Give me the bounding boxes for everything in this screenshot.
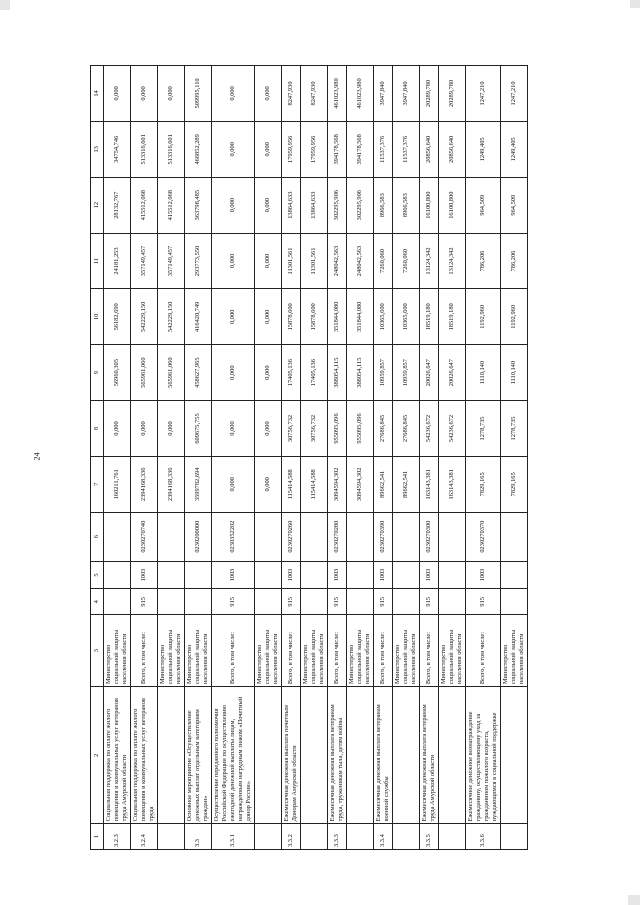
budget-code-cell	[255, 589, 282, 615]
amount-cell: 1247,210	[501, 66, 528, 122]
executor-cell: Министерство социальной защиты населения области	[501, 615, 528, 687]
amount-cell: 0,000	[212, 66, 255, 122]
amount-cell: 13124,342	[420, 233, 439, 289]
amount-cell: 3094594,302	[347, 456, 374, 512]
row-index-cell: 3.3.6	[466, 824, 501, 850]
column-header: 3	[91, 615, 104, 687]
table-row	[104, 66, 131, 850]
amount-cell: 302295,906	[347, 177, 374, 233]
amount-cell: 565961,060	[131, 345, 158, 401]
column-header: 7	[91, 456, 104, 512]
column-header: 6	[91, 512, 104, 561]
row-index-cell: 3.3.3	[328, 824, 347, 850]
budget-code-cell	[301, 512, 328, 561]
amount-cell: 786,206	[501, 233, 528, 289]
amount-cell: 20289,780	[420, 66, 439, 122]
row-index-cell: 3.2.3	[104, 824, 131, 850]
amount-cell: 13864,633	[282, 177, 301, 233]
budget-code-cell	[439, 512, 466, 561]
budget-code-cell: 0230352202	[212, 512, 255, 561]
amount-cell: 955095,096	[328, 401, 347, 457]
amount-cell: 461023,980	[328, 66, 347, 122]
amount-cell: 0,000	[212, 289, 255, 345]
amount-cell: 3947,840	[374, 66, 393, 122]
budget-code-cell: 0230270260	[282, 512, 301, 561]
row-index-cell	[158, 824, 185, 850]
amount-cell: 3947,840	[393, 66, 420, 122]
row-index-cell	[255, 824, 282, 850]
budget-code-cell	[501, 589, 528, 615]
amount-cell: 11301,561	[282, 233, 301, 289]
amount-cell: 0,000	[131, 66, 158, 122]
row-index-cell	[439, 824, 466, 850]
amount-cell: 20856,640	[420, 121, 439, 177]
executor-cell: Всего, в том числе:	[374, 615, 393, 687]
budget-code-cell	[104, 512, 131, 561]
budget-code-cell: 1003	[282, 561, 301, 589]
budget-code-cell	[347, 561, 374, 589]
amount-cell: 0,000	[212, 233, 255, 289]
amount-cell: 415512,068	[158, 177, 185, 233]
executor-cell: Министерство социальной защиты населения области	[301, 615, 328, 687]
amount-cell: 1278,735	[466, 401, 501, 457]
amount-cell: 248042,563	[328, 233, 347, 289]
amount-cell: 15878,600	[282, 289, 301, 345]
table-row	[393, 66, 420, 850]
row-index-cell: 3.2.4	[131, 824, 158, 850]
column-header: 2	[91, 687, 104, 824]
amount-cell: 0,000	[255, 121, 282, 177]
activity-name-cell: Ежемесячная денежная выплата ветеранам труда Амурской области	[420, 687, 439, 824]
budget-code-cell: 0230270370	[466, 512, 501, 561]
amount-cell: 1110,140	[501, 345, 528, 401]
activity-name-cell: Ежемесячное денежное вознаграждение гражданину, осуществляющему уход за гражданином пожилого возраста, нуждающимся в социальной поддержке	[466, 687, 501, 824]
amount-cell: 363798,485	[185, 177, 212, 233]
amount-cell: 357149,457	[131, 233, 158, 289]
activity-name-cell: Осуществление переданного полномочия Российской Федерации по осуществлению ежегодной денежной выплаты лицам, награжденным нагрудным знаком «Почетный донор России»	[212, 687, 255, 824]
budget-code-cell: 1003	[420, 561, 439, 589]
executor-cell: Министерство социальной защиты населения области	[347, 615, 374, 687]
executor-cell: Всего, в том числе:	[282, 615, 301, 687]
table-body	[104, 66, 528, 850]
amount-cell: 30756,732	[301, 401, 328, 457]
activity-name-cell: Ежемесячная денежная выплата ветеранам военной службы	[374, 687, 393, 824]
amount-cell: 54236,672	[420, 401, 439, 457]
activity-name-cell	[393, 687, 420, 824]
amount-cell: 1278,735	[501, 401, 528, 457]
table-header-row	[91, 66, 104, 850]
table-row	[282, 66, 301, 850]
amount-cell: 0,000	[212, 177, 255, 233]
amount-cell: 388054,115	[347, 345, 374, 401]
executor-cell: Министерство социальной защиты населения области	[255, 615, 282, 687]
scan-corner-shadow	[628, 895, 640, 905]
table-row	[420, 66, 439, 850]
budget-code-cell	[347, 512, 374, 561]
budget-code-cell	[301, 589, 328, 615]
amount-cell: 0,000	[158, 401, 185, 457]
amount-cell: 20289,780	[439, 66, 466, 122]
amount-cell: 351844,080	[328, 289, 347, 345]
amount-cell: 15878,600	[301, 289, 328, 345]
activity-name-cell: Ежемесячная денежная выплата ветеранам труда, труженикам тыла, детям войны	[328, 687, 347, 824]
amount-cell: 0,000	[255, 233, 282, 289]
amount-cell: 7260,060	[374, 233, 393, 289]
budget-code-cell: 915	[212, 589, 255, 615]
column-header: 13	[91, 121, 104, 177]
budget-code-cell: 1003	[131, 561, 158, 589]
budget-code-cell: 0230270300	[420, 512, 439, 561]
amount-cell: 0,000	[212, 121, 255, 177]
budget-code-cell: 1003	[466, 561, 501, 589]
budget-code-cell	[439, 589, 466, 615]
amount-cell: 542229,150	[131, 289, 158, 345]
amount-cell: 18519,180	[420, 289, 439, 345]
amount-cell: 16100,800	[439, 177, 466, 233]
row-index-cell	[393, 824, 420, 850]
table-container	[90, 65, 636, 850]
amount-cell: 17405,136	[282, 345, 301, 401]
amount-cell: 13864,633	[301, 177, 328, 233]
table-row	[158, 66, 185, 850]
amount-cell: 1247,210	[466, 66, 501, 122]
amount-cell: 115414,588	[301, 456, 328, 512]
amount-cell: 160211,761	[104, 456, 131, 512]
amount-cell: 0,000	[255, 345, 282, 401]
amount-cell: 7260,060	[393, 233, 420, 289]
page-number: 24	[32, 452, 42, 461]
amount-cell: 0,000	[255, 401, 282, 457]
amount-cell: 7829,165	[501, 456, 528, 512]
amount-cell: 509995,110	[185, 66, 212, 122]
amount-cell: 461023,980	[347, 66, 374, 122]
scan-corner-shadow	[0, 0, 10, 10]
amount-cell: 8247,930	[301, 66, 328, 122]
executor-cell: Всего, в том числе:	[420, 615, 439, 687]
amount-cell: 565961,060	[158, 345, 185, 401]
amount-cell: 27686,845	[374, 401, 393, 457]
budget-code-cell: 1003	[328, 561, 347, 589]
column-header: 10	[91, 289, 104, 345]
amount-cell: 302295,906	[328, 177, 347, 233]
amount-cell: 89662,541	[393, 456, 420, 512]
amount-cell: 7829,165	[466, 456, 501, 512]
amount-cell: 8247,930	[282, 66, 301, 122]
program-funding-table	[90, 65, 528, 850]
amount-cell: 16100,800	[420, 177, 439, 233]
amount-cell: 20856,640	[439, 121, 466, 177]
amount-cell: 0,000	[255, 289, 282, 345]
row-index-cell	[501, 824, 528, 850]
budget-code-cell: 915	[131, 589, 158, 615]
amount-cell: 3094594,302	[328, 456, 347, 512]
amount-cell: 24181,253	[104, 233, 131, 289]
budget-code-cell	[185, 561, 212, 589]
amount-cell: 34754,746	[104, 121, 131, 177]
activity-name-cell: Социальная поддержка по оплате жилого помещения и коммунальных услуг ветеранов труда Амурской области	[104, 687, 131, 824]
row-index-cell	[347, 824, 374, 850]
activity-name-cell	[158, 687, 185, 824]
activity-name-cell	[501, 687, 528, 824]
budget-code-cell	[439, 561, 466, 589]
amount-cell: 293773,550	[185, 233, 212, 289]
executor-cell: Министерство социальной защиты населения области	[393, 615, 420, 687]
amount-cell: 10365,600	[374, 289, 393, 345]
amount-cell: 20026,647	[439, 345, 466, 401]
amount-cell: 786,206	[466, 233, 501, 289]
budget-code-cell: 915	[374, 589, 393, 615]
executor-cell: Министерство социальной защиты населения области	[158, 615, 185, 687]
amount-cell: 248042,563	[347, 233, 374, 289]
amount-cell: 0,000	[255, 456, 282, 512]
executor-cell: Министерство социальной защиты населения области	[104, 615, 131, 687]
amount-cell: 1192,960	[466, 289, 501, 345]
amount-cell: 0,000	[104, 66, 131, 122]
amount-cell: 163143,381	[420, 456, 439, 512]
executor-cell: Всего, в том числе:	[466, 615, 501, 687]
amount-cell: 0,000	[255, 66, 282, 122]
activity-name-cell: Социальная поддержка по оплате жилого помещения и коммунальных услуг ветеранов труда	[131, 687, 158, 824]
budget-code-cell	[255, 561, 282, 589]
row-index-cell: 3.3.4	[374, 824, 393, 850]
budget-code-cell: 0230270280	[328, 512, 347, 561]
activity-name-cell	[255, 687, 282, 824]
budget-code-cell: 0230270390	[374, 512, 393, 561]
amount-cell: 27686,845	[393, 401, 420, 457]
amount-cell: 11537,376	[374, 121, 393, 177]
amount-cell: 415512,068	[131, 177, 158, 233]
budget-code-cell	[158, 512, 185, 561]
budget-code-cell	[158, 589, 185, 615]
amount-cell: 115414,588	[282, 456, 301, 512]
table-row	[347, 66, 374, 850]
amount-cell: 2394168,336	[131, 456, 158, 512]
budget-code-cell: 915	[466, 589, 501, 615]
amount-cell: 30756,732	[282, 401, 301, 457]
activity-name-cell	[301, 687, 328, 824]
amount-cell: 20026,647	[420, 345, 439, 401]
executor-cell: Всего, в том числе:	[212, 615, 255, 687]
amount-cell: 357149,457	[158, 233, 185, 289]
amount-cell: 0,000	[212, 456, 255, 512]
scan-corner-shadow	[630, 0, 640, 8]
amount-cell: 513316,601	[158, 121, 185, 177]
amount-cell: 0,000	[212, 401, 255, 457]
budget-code-cell: 915	[328, 589, 347, 615]
budget-code-cell	[347, 589, 374, 615]
amount-cell: 163143,381	[439, 456, 466, 512]
budget-code-cell	[393, 589, 420, 615]
executor-cell: Министерство социальной защиты населения области	[185, 615, 212, 687]
amount-cell: 17959,956	[301, 121, 328, 177]
budget-code-cell	[104, 561, 131, 589]
table-row	[131, 66, 158, 850]
amount-cell: 1249,405	[466, 121, 501, 177]
budget-code-cell	[501, 561, 528, 589]
amount-cell: 2394168,336	[158, 456, 185, 512]
amount-cell: 0,000	[158, 66, 185, 122]
table-row	[301, 66, 328, 850]
budget-code-cell	[393, 512, 420, 561]
table-row	[501, 66, 528, 850]
row-index-cell: 3.3.5	[420, 824, 439, 850]
amount-cell: 10365,600	[393, 289, 420, 345]
budget-code-cell	[158, 561, 185, 589]
budget-code-cell	[104, 589, 131, 615]
budget-code-cell: 0230200000	[185, 512, 212, 561]
column-header: 1	[91, 824, 104, 850]
amount-cell: 1110,140	[466, 345, 501, 401]
amount-cell: 513316,601	[131, 121, 158, 177]
amount-cell: 8966,583	[374, 177, 393, 233]
amount-cell: 56182,690	[104, 289, 131, 345]
executor-cell: Всего, в том числе:	[328, 615, 347, 687]
amount-cell: 542229,150	[158, 289, 185, 345]
amount-cell: 1249,405	[501, 121, 528, 177]
column-header: 4	[91, 589, 104, 615]
column-header: 14	[91, 66, 104, 122]
amount-cell: 56960,305	[104, 345, 131, 401]
amount-cell: 609675,755	[185, 401, 212, 457]
amount-cell: 388054,115	[328, 345, 347, 401]
budget-code-cell: 915	[420, 589, 439, 615]
amount-cell: 1192,960	[501, 289, 528, 345]
amount-cell: 17405,136	[301, 345, 328, 401]
amount-cell: 10959,857	[374, 345, 393, 401]
table-row	[374, 66, 393, 850]
activity-name-cell: Основное мероприятие «Осуществление денежных выплат отдельным категориям граждан»	[185, 687, 212, 824]
amount-cell: 8966,583	[393, 177, 420, 233]
amount-cell: 13124,342	[439, 233, 466, 289]
amount-cell: 466852,289	[185, 121, 212, 177]
executor-cell: Министерство социальной защиты населения области	[439, 615, 466, 687]
table-row	[185, 66, 212, 850]
table-row	[212, 66, 255, 850]
executor-cell: Всего, в том числе:	[131, 615, 158, 687]
table-row	[255, 66, 282, 850]
amount-cell: 3599782,694	[185, 456, 212, 512]
amount-cell: 17959,956	[282, 121, 301, 177]
budget-code-cell	[393, 561, 420, 589]
activity-name-cell	[439, 687, 466, 824]
row-index-cell: 3.3	[185, 824, 212, 850]
amount-cell: 416420,749	[185, 289, 212, 345]
amount-cell: 10959,857	[393, 345, 420, 401]
row-index-cell: 3.3.1	[212, 824, 255, 850]
budget-code-cell: 1003	[212, 561, 255, 589]
amount-cell: 955095,096	[347, 401, 374, 457]
amount-cell: 0,000	[131, 401, 158, 457]
amount-cell: 351844,080	[347, 289, 374, 345]
column-header: 9	[91, 345, 104, 401]
column-header: 8	[91, 401, 104, 457]
budget-code-cell: 0230270740	[131, 512, 158, 561]
table-row	[328, 66, 347, 850]
rotated-table-frame	[90, 65, 636, 850]
amount-cell: 11301,561	[301, 233, 328, 289]
budget-code-cell	[301, 561, 328, 589]
amount-cell: 0,000	[255, 177, 282, 233]
budget-code-cell: 1003	[374, 561, 393, 589]
activity-name-cell: Ежемесячная денежная выплата почетным Донорам Амурской области	[282, 687, 301, 824]
budget-code-cell	[501, 512, 528, 561]
row-index-cell	[301, 824, 328, 850]
amount-cell: 458627,965	[185, 345, 212, 401]
column-header: 11	[91, 233, 104, 289]
column-header: 5	[91, 561, 104, 589]
amount-cell: 394178,568	[347, 121, 374, 177]
table-row	[466, 66, 501, 850]
row-index-cell: 3.3.2	[282, 824, 301, 850]
column-header: 12	[91, 177, 104, 233]
amount-cell: 964,509	[501, 177, 528, 233]
amount-cell: 18519,180	[439, 289, 466, 345]
amount-cell: 28132,767	[104, 177, 131, 233]
amount-cell: 0,000	[104, 401, 131, 457]
table-row	[439, 66, 466, 850]
amount-cell: 54236,672	[439, 401, 466, 457]
budget-code-cell	[255, 512, 282, 561]
amount-cell: 964,509	[466, 177, 501, 233]
activity-name-cell	[347, 687, 374, 824]
amount-cell: 0,000	[212, 345, 255, 401]
budget-code-cell	[185, 589, 212, 615]
amount-cell: 11537,376	[393, 121, 420, 177]
amount-cell: 89662,541	[374, 456, 393, 512]
budget-code-cell: 915	[282, 589, 301, 615]
amount-cell: 394178,568	[328, 121, 347, 177]
